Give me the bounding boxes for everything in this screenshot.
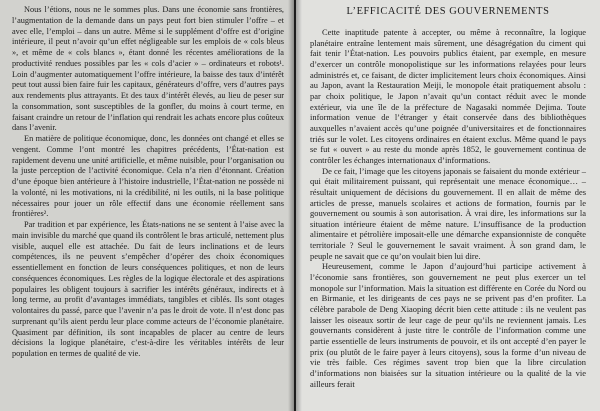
book-gutter-shadow	[288, 0, 302, 411]
left-page	[0, 0, 294, 411]
left-paragraph-1: Nous l’étions, nous ne le sommes plus. Dans une économie sans frontières, l’augmentation de la demande dans un pays peut fort bien stimuler l’offre – et avec elle, l’emploi – dans un autre. Même si le supplément d’offre est d’origine intérieure, il peut n’avoir qu’un effet négligeable sur les emplois de « cols bleus », et même de « cols blancs », étant donné les récentes améliorations de la productivité rendues possibles par les « cols d’acier » – ordinateurs et robots¹. Loin d’augmenter automatiquement l’offre intérieure, la baisse des taux d’intérêt peut tout aussi bien faire fuir les capitaux, générateurs d’offre, vers d’autres pays aux rendements plus attrayants. Et des taux d’intérêt élevés, au lieu de peser sur la consommation, sont susceptibles de la gonfler, du moins à court terme, en faisant craindre un retour de l’inflation qui rendrait les achats encore plus coûteux dans l’avenir.	[12, 5, 284, 133]
right-paragraph-2: De ce fait, l’image que les citoyens japonais se faisaient du monde extérieur – qui était militairement puissant, qui représentait une menace économique… – résultait uniquement de décisions du gouvernement. Il en allait de même des articles de presse, manuels scolaires et actions de formation, fournis par le gouvernement ou soumis à son autorisation. À vrai dire, les informations sur la situation intérieure étaient de même nature. L’insuffisance de la production alimentaire et pétrolière imposait-elle une démarche expansionniste de conquête territoriale ? Seul le gouvernement le savait vraiment. À son grand dam, le peuple ne savait que ce qu’on voulait bien lui dire.	[310, 165, 586, 261]
right-paragraph-1: Cette inaptitude patente à accepter, ou même à reconnaître, la logique planétaire entraîne lentement mais sûrement, une désagrégation du ciment qui fait tenir l’État-nation. Les pouvoirs publics étaient, par exemple, en mesure d’exercer un contrôle monopolistique sur les informations relayées pour leurs administrés et, ce faisant, de dicter implicitement leurs choix économiques. Ainsi au Japon, avant la Restauration Meiji, le monopole était pratiquement absolu : par choix politique, le Japon n’avait qu’un contact réduit avec le monde extérieur, via une île de la préfecture de Nagasaki nommée Dejima. Toute information venue de l’étranger y était conservée dans des bibliothèques auxquelles n’avaient accès qu’une poignée d’universitaires et de fonctionnaires triés sur le volet. Les citoyens ordinaires en étaient exclus. Même quand le pays se fut « ouvert » au reste du monde après 1852, le gouvernement continua de contrôler les échanges internationaux d’informations.	[310, 27, 586, 165]
right-paragraph-3: Heureusement, comme le Japon d’aujourd’hui participe activement à l’économie sans frontières, son gouvernement ne peut plus exercer un tel monopole sur l’information. Mais la situation est différente en Corée du Nord ou en Birmanie, et les dirigeants de ces pays ne se privent pas d’en profiter. La célèbre parabole de Deng Xiaoping décrit bien cette attitude : ils ne veulent pas laisser les oiseaux sortir de leur cage de peur qu’ils ne reviennent jamais. Les gouvernants considèrent à juste titre le contrôle de l’information comme une partie essentielle de leurs instruments de pouvoir, et ils ont accepté d’en payer le prix (ou plutôt de le faire payer à leurs citoyens), sous la forme d’un niveau de vie très faible. Ces régimes savent trop bien que la libre circulation d’informations non biaisées sur la situation intérieure ou la qualité de la vie ailleurs ferait	[310, 261, 586, 389]
left-paragraph-3: Par tradition et par expérience, les États-nations ne se sentent à l’aise avec la main invisible du marché que quand ils contrôlent le bras articulé, nettement plus visible, auquel elle est attachée. Du fait de leurs inclinations et de leurs compétences, ils ne peuvent s’empêcher d’opérer des choix économiques essentiellement en fonction de leurs conséquences politiques, et non de leurs conséquences économiques. Les règles de la logique électorale et des aspirations populaires les obligent toujours à sacrifier les intérêts généraux, indirects et à long terme, au profit d’avantages immédiats, tangibles et ciblés. Ils sont otages volontaires du passé, parce que l’avenir n’a pas le droit de vote. Il n’est donc pas surprenant qu’ils aient perdu leur place comme acteurs de l’économie planétaire. Quasiment par définition, ils sont incapables de placer au centre de leurs décisions la logique planétaire, c’est-à-dire les véritables intérêts de leur population en termes de qualité de vie.	[12, 220, 284, 358]
left-paragraph-2: En matière de politique économique, donc, les données ont changé et elles se vengent. Comme l’ont montré les chapitres précédents, l’État-nation est rapidement devenu une unité artificielle, et même nuisible, pour l’organisation ou la juste perception de l’activité économique. Cela n’a rien d’étonnant. Création d’une époque bien antérieure à l’histoire industrielle, l’État-nation ne possède ni la volonté, ni les motivations, ni la crédibilité, ni les outils, ni la base politique nécessaires pour jouer un rôle effectif dans une économie réellement sans frontières².	[12, 134, 284, 219]
running-head: L’EFFICACITÉ DES GOUVERNEMENTS	[346, 6, 550, 17]
right-page	[296, 0, 600, 411]
